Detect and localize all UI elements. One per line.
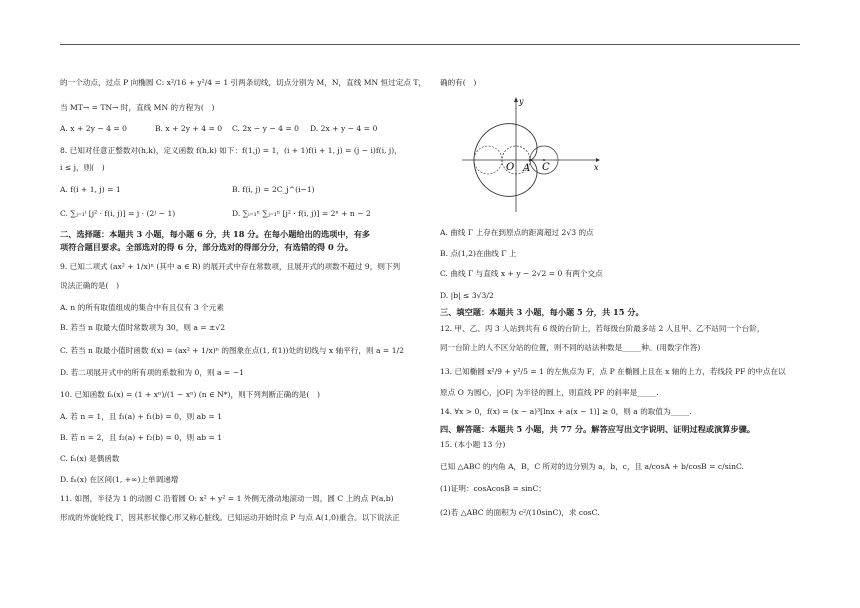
x-axis-label: x (594, 163, 599, 172)
y-axis-label: y (519, 97, 524, 106)
q11-line-2: 形成的外旋轮线 Γ，因其形状像心形又称心脏线。已知运动开始时点 P 与点 A(1,0)重合。以下说法正 (60, 513, 400, 522)
q8-option-c: C. ∑ⱼ₌₁ⁱ [j² · f(i, j)] = j · (2ʲ − 1) (60, 209, 176, 218)
q7-option-b: B. x + 2y + 4 = 0 (155, 124, 223, 133)
q7-option-c: C. 2x − y − 4 = 0 (232, 124, 300, 133)
q15-stem: 已知 △ABC 的内角 A，B，C 所对的边分别为 a，b，c，且 a/cosA + b/cosB = c/sinC. (440, 462, 744, 471)
q10-option-d: D. fₙ(x) 在区间(1, +∞)上单调递增 (60, 475, 179, 484)
q11-option-c: C. 曲线 Γ 与直线 x + y − 2√2 = 0 有两个交点 (440, 269, 603, 278)
q9-option-a: A. n 的所有取值组成的集合中有且仅有 3 个元素 (60, 303, 224, 312)
q15-header: 15. (本小题 13 分) (440, 440, 506, 449)
point-c (543, 159, 545, 161)
q7-option-a: A. x + 2y − 4 = 0 (60, 124, 127, 133)
q9-line-1: 9. 已知二项式 (ax² + 1/x)ⁿ (其中 a ∈ R) 的展开式中存在常数项，且展开式的项数不超过 9，则下列 (60, 262, 401, 271)
q7-option-d: D. 2x + y − 4 = 0 (310, 124, 378, 133)
q8-option-a: A. f(i + 1, j) = 1 (60, 185, 121, 194)
header-rule (60, 44, 800, 45)
q13-line-1: 13. 已知椭圆 x²/9 + y²/5 = 1 的左焦点为 F，点 P 在椭圆上且在 x 轴的上方，若线段 PF 的中点在以 (440, 367, 786, 376)
q11-continuation: 确的有( ) (440, 78, 477, 87)
q8-line-2: i ≤ j，则( ) (60, 163, 105, 172)
q8-option-b: B. f(i, j) = 2C_j^(i−1) (232, 185, 315, 194)
q10-option-a: A. 若 n = 1，且 f₁(a) + f₁(b) = 0，则 ab = 1 (60, 412, 223, 421)
cardioid-figure (458, 92, 608, 214)
q8-option-d: D. ∑ᵢ₌₁ⁿ ∑ⱼ₌₁ⁿ [j² · f(i, j)] = 2ⁿ + n − 2 (232, 209, 371, 218)
q7-options (60, 124, 422, 136)
y-axis-arrow (514, 97, 518, 102)
q10-stem: 10. 已知函数 fₙ(x) = (1 + xⁿ)/(1 − xⁿ) (n ∈ N*)，则下列判断正确的是( ) (60, 390, 320, 399)
q12-line-1: 12. 甲、乙、丙 3 人站到共有 6 级的台阶上，若每级台阶最多站 2 人且甲、乙不站同一个台阶， (440, 324, 765, 333)
label-a: A (523, 163, 531, 174)
q6-continuation-line-2: 当 MT→ = TN→ 时，直线 MN 的方程为( ) (60, 103, 215, 112)
q14: 14. ∀x > 0，f(x) = (x − a)³[lnx + a(x − 1)] ≥ 0，则 a 的取值为_____. (440, 407, 692, 416)
q11-option-d: D. |b| ≤ 3√3/2 (440, 291, 494, 300)
section-3-heading: 三、填空题：本题共 3 小题，每小题 5 分，共 15 分。 (440, 307, 644, 317)
q11-line-1: 11. 如图，半径为 1 的动圆 C 沿着圆 O: x² + y² = 1 外侧无滑动地滚动一周，圆 C 上的点 P(a,b) (60, 494, 394, 503)
q15-part-2: (2)若 △ABC 的面积为 c²/(10sinC)，求 cosC. (440, 508, 600, 517)
q15-part-1: (1)证明：cosAcosB = sinC； (440, 484, 546, 493)
section-4-heading: 四、解答题：本题共 5 小题，共 77 分。解答应写出文字说明、证明过程或演算步骤。 (440, 424, 756, 434)
q13-line-2: 原点 O 为圆心，|OF| 为半径的圆上，则直线 PF 的斜率是_____. (440, 388, 659, 397)
label-o: O (506, 162, 515, 173)
x-axis-arrow (596, 158, 600, 162)
q9-line-2: 说法正确的是( ) (60, 281, 120, 290)
q8-line-1: 8. 已知对任意正整数对(h,k)，定义函数 f(h,k) 如下：f(1,j) = 1，(i + 1)f(i + 1, j) = (j − i)f(i, j)， (60, 146, 402, 155)
point-a (529, 159, 532, 162)
q11-option-a: A. 曲线 Γ 上存在到原点的距离超过 2√3 的点 (440, 228, 594, 237)
q10-option-c: C. fₙ(x) 是偶函数 (60, 454, 120, 463)
q6-continuation-line-1: 的一个动点，过点 P 向椭圆 C: x²/16 + y²/4 = 1 引两条切线，切点分别为 M，N，直线 MN 恒过定点 T， (60, 78, 426, 87)
q12-line-2: 同一台阶上的人不区分站的位置，则不同的站法种数是_____种。(用数字作答) (440, 343, 701, 352)
section-2-heading-line-2: 项符合题目要求。全部选对的得 6 分，部分选对的得部分分，有选错的得 0 分。 (60, 242, 353, 252)
q9-option-c: C. 若当 n 取最小值时函数 f(x) = (ax² + 1/x)ⁿ 的图象在点(1, f(1))处的切线与 x 轴平行，则 a = 1/2 (60, 346, 404, 355)
section-2-heading-line-1: 二、选择题：本题共 3 小题，每小题 6 分，共 18 分。在每小题给出的选项中，有多 (60, 229, 371, 239)
q9-option-b: B. 若当 n 取最大值时常数项为 30，则 a = ±√2 (60, 323, 226, 332)
q10-option-b: B. 若 n = 2，且 f₂(a) + f₂(b) = 0，则 ab = 1 (60, 433, 223, 442)
label-c: C (542, 162, 550, 173)
q11-option-b: B. 点(1,2)在曲线 Γ 上 (440, 249, 517, 258)
q9-option-d: D. 若二项展开式中的所有项的系数和为 0，则 a = −1 (60, 368, 244, 377)
